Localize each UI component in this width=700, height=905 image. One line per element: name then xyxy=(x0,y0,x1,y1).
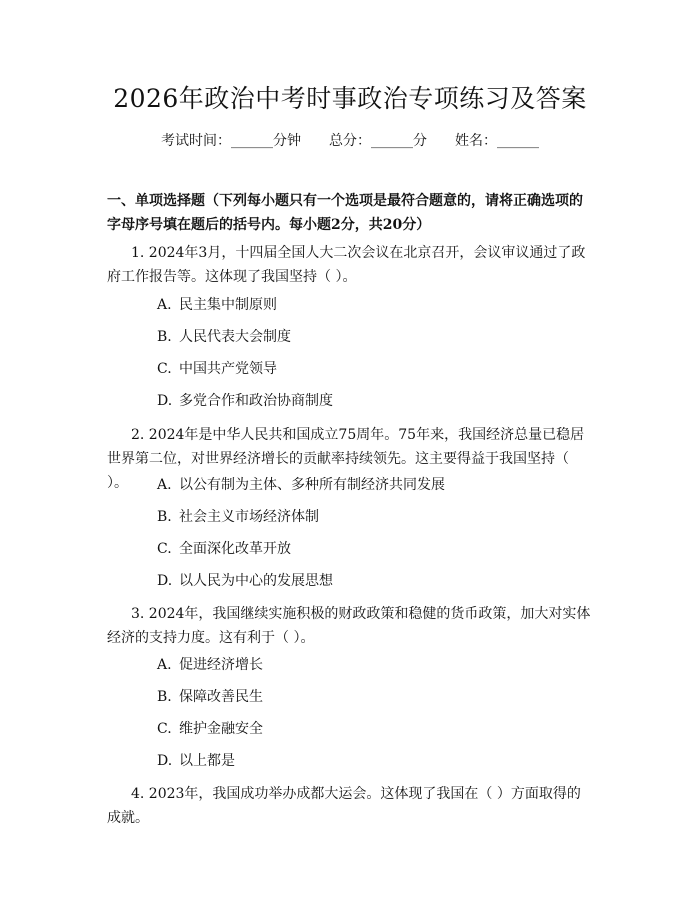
option-label: C. xyxy=(157,541,172,557)
option-text: 以公有制为主体、多种所有制经济共同发展 xyxy=(179,477,445,493)
option-label: D. xyxy=(157,393,173,409)
option-text: 多党合作和政治协商制度 xyxy=(179,393,333,409)
question-2-stem: 2. 2024年是中华人民共和国成立75周年。75年来，我国经济总量已稳居世界第二位，对世界经济增长的贡献率持续领先。这主要得益于我国坚持（ ）。 xyxy=(107,427,585,491)
question-2-option-b xyxy=(157,506,587,528)
question-3-option-d xyxy=(157,750,587,772)
exam-meta xyxy=(0,131,700,151)
question-3-option-b xyxy=(157,686,587,708)
option-text: 以人民为中心的发展思想 xyxy=(179,573,333,589)
question-3-option-c xyxy=(157,718,587,740)
option-label: B. xyxy=(157,329,172,345)
option-label: B. xyxy=(157,689,172,705)
option-text: 以上都是 xyxy=(179,753,235,769)
question-4-stem: 4. 2023年，我国成功举办成都大运会。这体现了我国在（ ）方面取得的成就。 xyxy=(107,786,581,826)
option-text: 保障改善民生 xyxy=(179,689,263,705)
exam-time-field: 考试时间：______分钟 xyxy=(161,133,301,149)
option-text: 维护金融安全 xyxy=(179,721,263,737)
question-3-stem: 3. 2024年，我国继续实施积极的财政政策和稳健的货币政策，加大对实体经济的支持力度。这有利于（ ）。 xyxy=(107,606,591,646)
option-text: 中国共产党领导 xyxy=(179,361,277,377)
total-score-field: 总分：______分 xyxy=(329,133,427,149)
option-label: D. xyxy=(157,573,173,589)
option-label: D. xyxy=(157,753,173,769)
student-name-field: 姓名：______ xyxy=(455,133,539,149)
option-text: 人民代表大会制度 xyxy=(179,329,291,345)
option-text: 社会主义市场经济体制 xyxy=(179,509,319,525)
section-title: 一、单项选择题（下列每小题只有一个选项是最符合题意的，请将正确选项的字母序号填在题后的括号内。每小题2分，共20分） xyxy=(107,193,583,233)
question-1-option-c xyxy=(157,358,587,380)
option-label: C. xyxy=(157,721,172,737)
option-label: A. xyxy=(157,297,172,313)
option-label: A. xyxy=(157,477,172,493)
question-1-stem: 1. 2024年3月，十四届全国人大二次会议在北京召开，会议审议通过了政府工作报告等。这体现了我国坚持（ ）。 xyxy=(107,245,586,285)
question-2-option-c xyxy=(157,538,587,560)
question-2-option-a xyxy=(157,474,587,496)
option-text: 全面深化改革开放 xyxy=(179,541,291,557)
question-1-option-a xyxy=(157,294,587,316)
question-2-option-d xyxy=(157,570,587,592)
question-1-option-b xyxy=(157,326,587,348)
page-title: 2026年政治中考时事政治专项练习及答案 xyxy=(113,84,587,113)
option-label: A. xyxy=(157,657,172,673)
question-1-option-d xyxy=(157,390,587,412)
option-label: B. xyxy=(157,509,172,525)
option-text: 促进经济增长 xyxy=(179,657,263,673)
option-text: 民主集中制原则 xyxy=(179,297,277,313)
question-3-option-a xyxy=(157,654,587,676)
option-label: C. xyxy=(157,361,172,377)
